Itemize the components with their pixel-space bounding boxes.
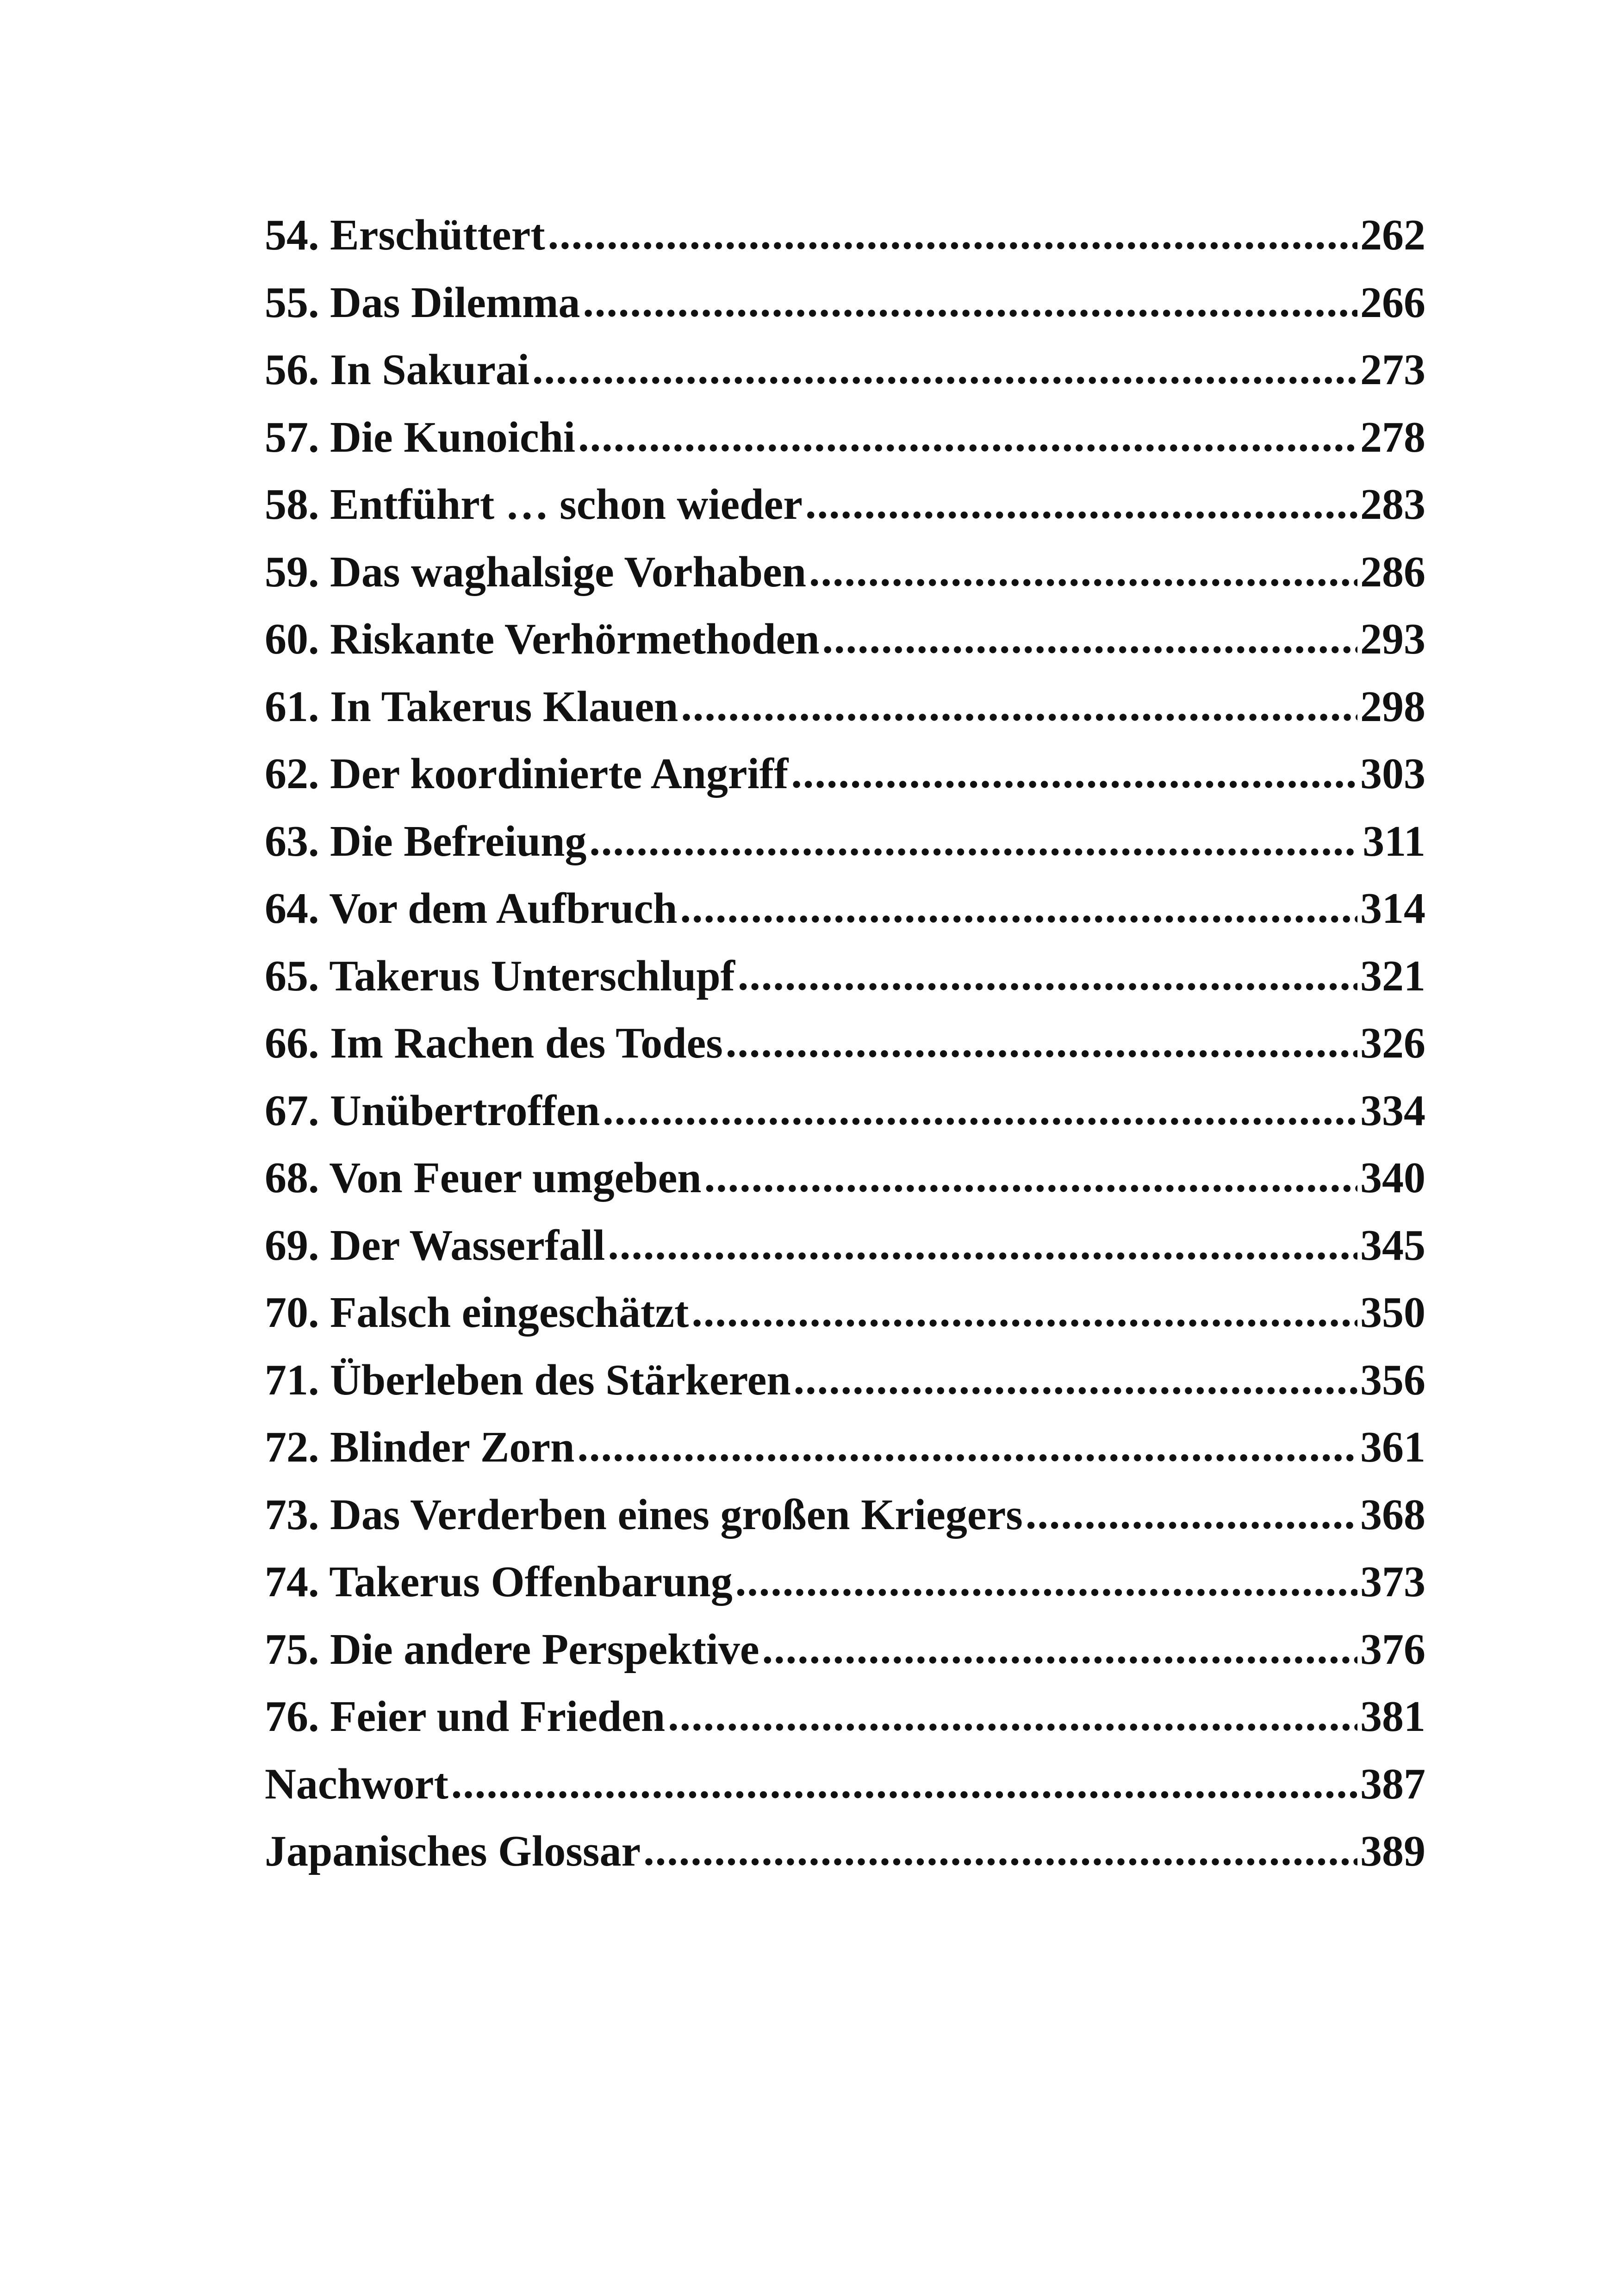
dot-leader (451, 1750, 1357, 1817)
toc-entry-page: 273 (1360, 346, 1425, 394)
dot-leader (603, 1076, 1357, 1144)
toc-entry-title: 55. Das Dilemma (265, 278, 580, 327)
toc-entry[interactable] (265, 1077, 1425, 1145)
toc-entry-title: 64. Vor dem Aufbruch (265, 884, 678, 933)
dot-leader (1026, 1481, 1357, 1548)
toc-entry-title: 56. In Sakurai (265, 346, 530, 394)
toc-entry-title: 58. Entführt … schon wieder (265, 480, 803, 529)
toc-entry-title: 67. Unübertroffen (265, 1086, 600, 1135)
toc-entry[interactable] (265, 336, 1425, 404)
dot-leader (643, 1817, 1357, 1885)
toc-entry-title: 72. Blinder Zorn (265, 1423, 575, 1471)
dot-leader (589, 807, 1358, 875)
toc-entry[interactable] (265, 269, 1425, 337)
toc-entry[interactable] (265, 1616, 1425, 1684)
toc-entry-page: 311 (1363, 817, 1425, 865)
dot-leader (822, 605, 1357, 672)
dot-leader (735, 1548, 1357, 1615)
dot-leader (794, 1346, 1357, 1413)
toc-entry[interactable] (265, 1145, 1425, 1212)
toc-entry-page: 373 (1360, 1558, 1425, 1606)
dot-leader (668, 1682, 1357, 1750)
toc-entry-page: 314 (1360, 884, 1425, 933)
toc-entry-title: 63. Die Befreiung (265, 817, 587, 865)
toc-entry-page: 350 (1360, 1288, 1425, 1337)
toc-entry[interactable] (265, 1347, 1425, 1414)
dot-leader (809, 538, 1357, 605)
toc-entry-page: 303 (1360, 750, 1425, 798)
toc-entry-title: 74. Takerus Offenbarung (265, 1558, 733, 1606)
dot-leader (691, 1278, 1357, 1346)
dot-leader (578, 403, 1357, 471)
dot-leader (548, 201, 1357, 268)
toc-entry-page: 368 (1360, 1490, 1425, 1539)
toc-entry[interactable] (265, 471, 1425, 539)
toc-entry-title: 54. Erschüttert (265, 211, 545, 259)
toc-entry-title: 57. Die Kunoichi (265, 413, 576, 461)
toc-entry[interactable] (265, 606, 1425, 673)
toc-entry-page: 321 (1360, 952, 1425, 1000)
dot-leader (608, 1211, 1357, 1279)
dot-leader (680, 874, 1357, 942)
toc-entry-title: 65. Takerus Unterschlupf (265, 952, 735, 1000)
toc-entry[interactable] (265, 1818, 1425, 1885)
toc-entry-page: 266 (1360, 278, 1425, 327)
toc-entry[interactable] (265, 539, 1425, 606)
toc-entry[interactable] (265, 875, 1425, 943)
dot-leader (532, 336, 1357, 403)
toc-entry-page: 361 (1360, 1423, 1425, 1471)
toc-entry-page: 381 (1360, 1692, 1425, 1741)
toc-entry-page: 387 (1360, 1760, 1425, 1808)
dot-leader (577, 1413, 1357, 1481)
toc-entry-page: 283 (1360, 480, 1425, 529)
toc-entry-page: 298 (1360, 682, 1425, 731)
toc-entry[interactable] (265, 404, 1425, 472)
toc-entry[interactable] (265, 740, 1425, 808)
toc-entry[interactable] (265, 1010, 1425, 1077)
toc-entry-page: 326 (1360, 1019, 1425, 1067)
dot-leader (726, 1009, 1357, 1076)
toc-entry[interactable] (265, 1279, 1425, 1347)
toc-entry-page: 278 (1360, 413, 1425, 461)
toc-entry-title: 73. Das Verderben eines großen Kriegers (265, 1490, 1023, 1539)
toc-entry-title: 71. Überleben des Stärkeren (265, 1356, 791, 1404)
toc-entry-page: 340 (1360, 1154, 1425, 1202)
toc-entry-title: Nachwort (265, 1760, 448, 1808)
toc-entry-title: 69. Der Wasserfall (265, 1221, 605, 1269)
toc-entry[interactable] (265, 202, 1425, 269)
dot-leader (738, 942, 1357, 1009)
dot-leader (791, 740, 1357, 807)
toc-entry[interactable] (265, 1549, 1425, 1616)
toc-entry-title: 76. Feier und Frieden (265, 1692, 666, 1741)
dot-leader (805, 470, 1357, 538)
table-of-contents (265, 202, 1425, 1885)
toc-entry-title: Japanisches Glossar (265, 1827, 641, 1875)
toc-entry[interactable] (265, 1481, 1425, 1549)
toc-entry-title: 62. Der koordinierte Angriff (265, 750, 789, 798)
toc-entry[interactable] (265, 1683, 1425, 1751)
toc-entry[interactable] (265, 673, 1425, 741)
toc-entry-page: 334 (1360, 1086, 1425, 1135)
toc-entry[interactable] (265, 1751, 1425, 1818)
toc-entry-title: 60. Riskante Verhörmethoden (265, 615, 820, 663)
toc-entry-page: 345 (1360, 1221, 1425, 1269)
toc-entry-page: 293 (1360, 615, 1425, 663)
toc-entry-page: 262 (1360, 211, 1425, 259)
toc-entry-title: 75. Die andere Perspektive (265, 1625, 759, 1674)
toc-entry-title: 61. In Takerus Klauen (265, 682, 678, 731)
toc-entry-page: 286 (1360, 548, 1425, 596)
toc-entry-title: 68. Von Feuer umgeben (265, 1154, 702, 1202)
toc-entry[interactable] (265, 808, 1425, 876)
dot-leader (704, 1144, 1357, 1211)
toc-entry-page: 356 (1360, 1356, 1425, 1404)
dot-leader (681, 672, 1357, 740)
toc-entry-page: 389 (1360, 1827, 1425, 1875)
dot-leader (762, 1615, 1357, 1683)
toc-entry[interactable] (265, 1414, 1425, 1481)
toc-entry-title: 70. Falsch eingeschätzt (265, 1288, 689, 1337)
toc-entry-title: 66. Im Rachen des Todes (265, 1019, 723, 1067)
dot-leader (583, 268, 1357, 336)
toc-entry[interactable] (265, 943, 1425, 1010)
toc-entry-title: 59. Das waghalsige Vorhaben (265, 548, 806, 596)
toc-entry-page: 376 (1360, 1625, 1425, 1674)
toc-entry[interactable] (265, 1212, 1425, 1280)
